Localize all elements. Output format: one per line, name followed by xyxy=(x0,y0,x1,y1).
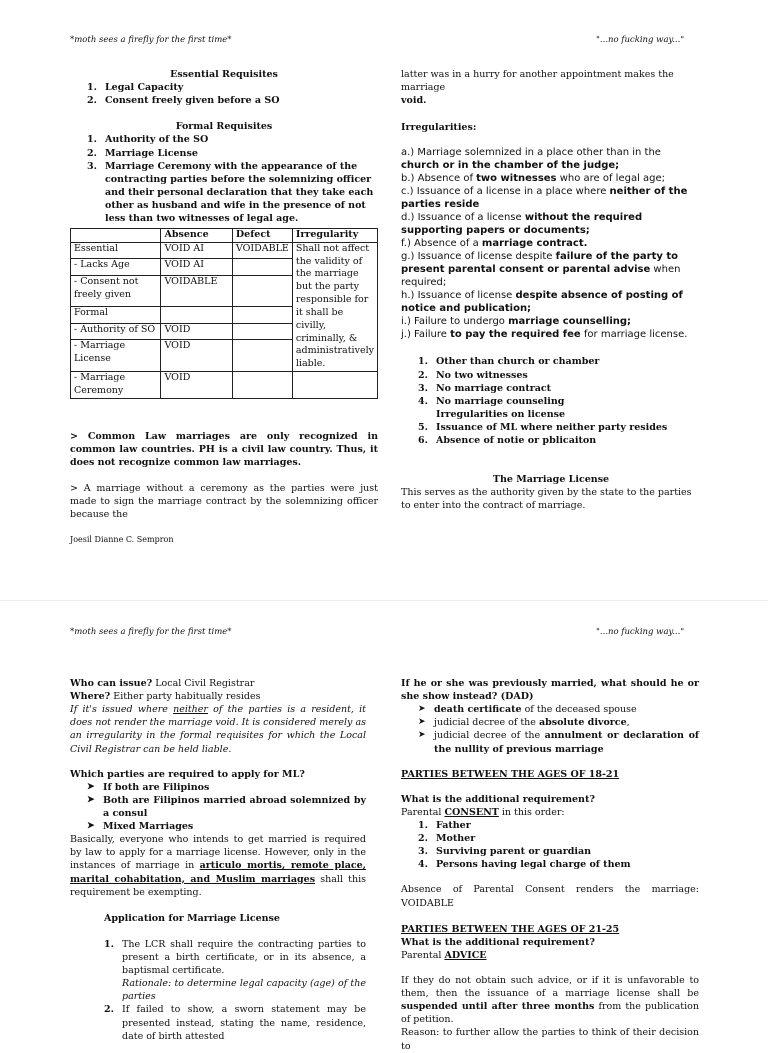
requisites-table xyxy=(70,228,378,399)
list-item: 1. Other than church or chamber xyxy=(418,356,600,368)
table-cell xyxy=(292,371,377,398)
table-cell: VOID AI xyxy=(161,259,232,275)
table-row xyxy=(71,371,378,398)
page2-header-left: *moth sees a firefly for the first time* xyxy=(70,627,232,637)
where-issue: Where? Either party habitually resides xyxy=(70,691,261,703)
irregularities-title: Irregularities: xyxy=(401,122,477,134)
advice-paragraph: If they do not obtain such advice, or if it is unfavorable to them, then the issuance of a marriage license shall be suspended until after three months from the publication of petition. xyxy=(401,974,699,1026)
table-cell xyxy=(232,340,292,372)
list-item: ➤ judicial decree of the absolute divorce, xyxy=(418,717,630,729)
table-header-row xyxy=(71,229,378,243)
list-item: 2. If failed to show, a sworn statement may be presented instead, stating the name, residence, date of birth attested xyxy=(104,1004,366,1042)
author-name: Joesil Dianne C. Sempron xyxy=(70,535,174,544)
list-item: 1. Legal Capacity xyxy=(87,82,184,94)
list-item: 5. Issuance of ML where neither party resides xyxy=(418,421,668,433)
list-item: ➤ Both are Filipinos married abroad solemnized by a consul xyxy=(87,794,366,819)
table-cell: - Marriage Ceremony xyxy=(71,371,161,398)
license-title: The Marriage License xyxy=(492,474,610,486)
irregularity-item: g.) Issuance of license despite failure of the party to present parental consent or parental advise when required; xyxy=(401,251,681,289)
no-ceremony-note: > A marriage without a ceremony as the parties were just made to sign the marriage contract by the solemnizing officer because the xyxy=(70,483,378,521)
list-item: 4. No marriage counseling xyxy=(418,395,565,407)
list-item: ➤ If both are Filipinos xyxy=(87,781,210,793)
list-item: 2. Consent freely given before a SO xyxy=(87,95,280,107)
additional-requirement-label: What is the additional requirement? xyxy=(401,793,595,805)
list-item: 2. No two witnesses xyxy=(418,369,528,381)
table-row xyxy=(71,242,378,258)
list-item: 1. Authority of the SO xyxy=(87,134,209,146)
list-item: ➤ judicial decree of the annulment or declaration of the nullity of previous marriage xyxy=(418,730,699,755)
list-item: 1. The LCR shall require the contracting parties to present a birth certificate, or in its absence, a baptismal certificate. Rationale: to determine legal capacity (age) of the parties xyxy=(104,938,366,1003)
irregularity-item: j.) Failure to pay the required fee for marriage license. xyxy=(401,329,688,341)
table-header: Irregularity xyxy=(292,229,377,243)
table-cell: VOIDABLE xyxy=(232,242,292,258)
common-law-note: > Common Law marriages are only recognized in common law countries. PH is a civil law country. Thus, it does not recognize common law marriages. xyxy=(70,431,378,469)
list-item: 2. Mother xyxy=(418,833,476,845)
irregularity-item: a.) Marriage solemnized in a place other than in the church or in the chamber of the judge; xyxy=(401,147,661,172)
table-cell xyxy=(232,275,292,307)
absence-consent-note: Absence of Parental Consent renders the marriage: VOIDABLE xyxy=(401,884,699,909)
additional-requirement-label-2: What is the additional requirement? xyxy=(401,936,595,948)
list-item: ➤ Mixed Marriages xyxy=(87,821,194,833)
page1-header-left: *moth sees a firefly for the first time* xyxy=(70,35,232,45)
parental-advice-line: Parental ADVICE xyxy=(401,949,487,961)
page-divider xyxy=(0,600,768,601)
irregularity-note: Shall not affect the validity of the marriage but the party responsible for it shall be civilly, criminally, & administratively liable. xyxy=(292,242,377,371)
page2-right-column xyxy=(401,677,699,1053)
list-item: ➤ death certificate of the deceased spouse xyxy=(418,704,637,716)
table-cell xyxy=(232,307,292,323)
page2-header-right: "...no fucking way..." xyxy=(596,627,685,637)
table-header: Absence xyxy=(161,229,232,243)
table-cell: VOID xyxy=(161,323,232,339)
table-cell xyxy=(232,371,292,398)
table-cell: Formal xyxy=(71,307,161,323)
who-can-issue: Who can issue? Local Civil Registrar xyxy=(70,678,255,689)
table-cell: - Consent not freely given xyxy=(71,275,161,307)
list-item: Irregularities on license xyxy=(436,408,566,420)
application-list xyxy=(104,938,366,1043)
residence-note: If it's issued where neither of the parties is a resident, it does not render the marriage void. It is considered merely as an irregularity in the formal requisites for which the Local Civil Registrar can be held liable. xyxy=(70,704,366,755)
table-cell xyxy=(161,307,232,323)
table-cell: VOIDABLE xyxy=(161,275,232,307)
irregularity-item: d.) Issuance of a license without the required supporting papers or documents; xyxy=(401,212,643,237)
license-text: This serves as the authority given by the state to the parties to enter into the contract of marriage. xyxy=(401,487,692,512)
parental-consent-line: Parental CONSENT in this order: xyxy=(401,806,565,818)
essential-title: Essential Requisites xyxy=(170,69,278,80)
previously-married-list xyxy=(418,703,699,755)
list-item: 3. No marriage contract xyxy=(418,382,552,394)
page2-left-column xyxy=(70,677,366,1043)
table-cell: VOID xyxy=(161,340,232,372)
table-cell: - Lacks Age xyxy=(71,259,161,275)
which-parties-list xyxy=(87,781,366,833)
table-cell: - Marriage License xyxy=(71,340,161,372)
irregularity-summary-list xyxy=(418,355,701,447)
irregularity-item: i.) Failure to undergo marriage counselling; xyxy=(401,316,632,328)
list-item: 1. Father xyxy=(418,819,471,831)
list-item: 6. Absence of notie or pblicaiton xyxy=(418,435,597,447)
irregularity-item: b.) Absence of two witnesses who are of legal age; xyxy=(401,173,666,185)
list-item: 2. Marriage License xyxy=(87,147,198,159)
page1-left-column xyxy=(70,68,378,225)
irregularities-list xyxy=(401,146,701,341)
previously-married-title: If he or she was previously married, what should he or she show instead? (DAD) xyxy=(401,678,699,703)
list-item: 3. Surviving parent or guardian xyxy=(418,846,592,858)
basically-paragraph: Basically, everyone who intends to get married is required by law to apply for a marriage license. However, only in the instances of marriage in articulo mortis, remote place, marital cohabitation, and Muslim marriages shall this requirement be exempting. xyxy=(70,834,366,898)
application-title: Application for Marriage License xyxy=(104,912,280,924)
table-cell: - Authority of SO xyxy=(71,323,161,339)
table-header xyxy=(71,229,161,243)
formal-title: Formal Requisites xyxy=(175,121,273,133)
table-cell: Essential xyxy=(71,242,161,258)
page1-right-column xyxy=(401,68,701,513)
list-item: 3. Marriage Ceremony with the appearance of the contracting parties before the solemnizing officer and their personal declaration that they take each other as husband and wife in the presence of not less than two witnesses of legal age. xyxy=(87,160,374,225)
irregularity-item: c.) Issuance of a license in a place where neither of the parties reside xyxy=(401,186,688,211)
ages-18-21-title: PARTIES BETWEEN THE AGES OF 18-21 xyxy=(401,768,620,780)
irregularity-item: f.) Absence of a marriage contract. xyxy=(401,238,588,250)
table-cell xyxy=(232,323,292,339)
list-item: 4. Persons having legal charge of them xyxy=(418,859,631,871)
page1-header-right: "...no fucking way..." xyxy=(596,35,685,45)
table-cell xyxy=(232,259,292,275)
continuation-text: latter was in a hurry for another appointment makes the marriage void. xyxy=(401,69,674,107)
reason-paragraph: Reason: to further allow the parties to think of their decision to xyxy=(401,1027,699,1052)
essential-list xyxy=(87,81,378,107)
table-cell: VOID xyxy=(161,371,232,398)
formal-list xyxy=(87,133,378,225)
consent-order-list xyxy=(418,819,699,871)
irregularity-item: h.) Issuance of license despite absence of posting of notice and publication; xyxy=(401,290,683,315)
table-cell: VOID AI xyxy=(161,242,232,258)
which-parties-title: Which parties are required to apply for ML? xyxy=(70,768,305,780)
ages-21-25-title: PARTIES BETWEEN THE AGES OF 21-25 xyxy=(401,923,620,935)
table-header: Defect xyxy=(232,229,292,243)
